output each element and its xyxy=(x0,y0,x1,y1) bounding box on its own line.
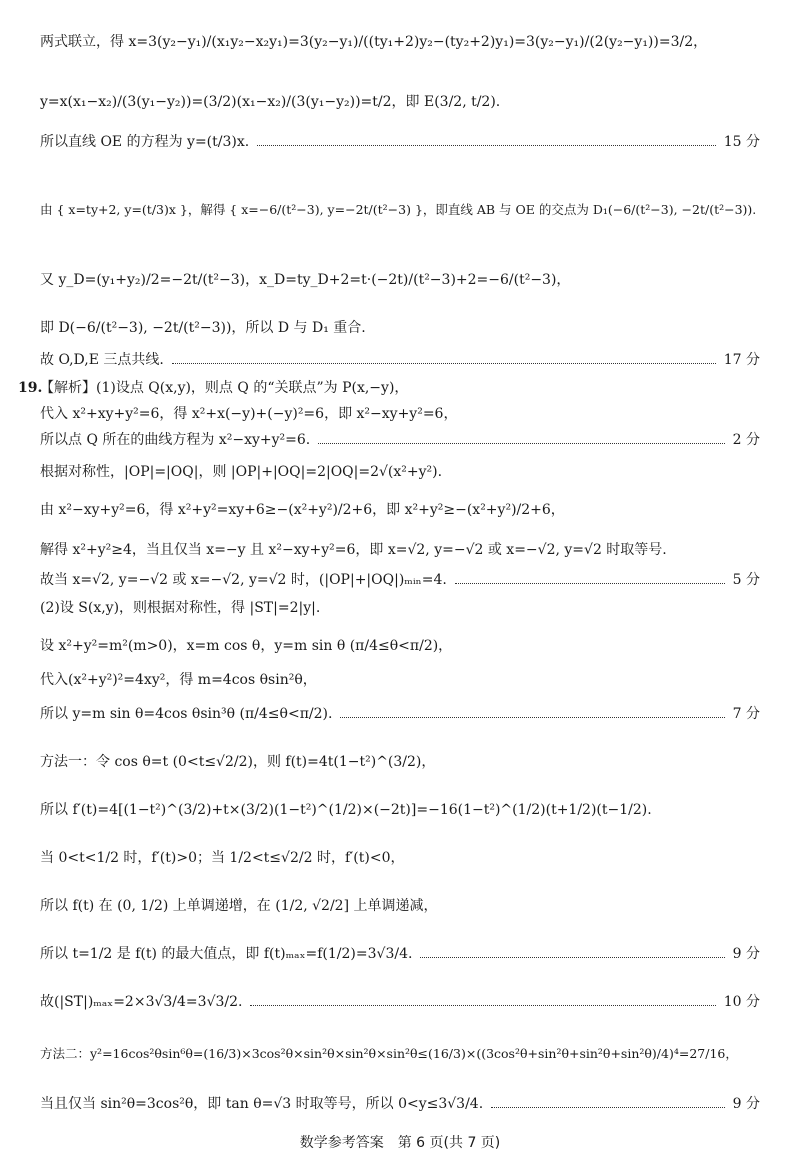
leader-dots xyxy=(250,1005,715,1006)
line-7 xyxy=(40,350,760,370)
line-text: 方法一：令 cos θ=t (0<t≤√2/2)，则 f(t)=4t(1−t²)^(3/2)， xyxy=(40,754,436,770)
line-3 xyxy=(40,132,760,152)
line-text: y=x(x₁−x₂)/(3(y₁−y₂))=(3/2)(x₁−x₂)/(3(y₁−y₂))=t/2，即 E(3/2, t/2). xyxy=(40,94,501,110)
leader-dots xyxy=(257,145,716,146)
line-15 xyxy=(40,598,760,618)
line-text: 故(|ST|)ₘₐₓ=2×3√3/4=3√3/2. xyxy=(40,994,243,1010)
points: 2 分 xyxy=(732,432,760,448)
line-21 xyxy=(40,848,760,868)
line-text: 方法二：y²=16cos²θsin⁶θ=(16/3)×3cos²θ×sin²θ×sin²θ×sin²θ≤(16/3)×((3cos²θ+sin²θ+sin²θ+sin²θ)/4)⁴=27/16， xyxy=(40,1046,738,1061)
points: 5 分 xyxy=(732,572,760,588)
line-text: 当且仅当 sin²θ=3cos²θ，即 tan θ=√3 时取等号，所以 0<y≤3√3/4. xyxy=(40,1096,484,1112)
line-text: 【解析】(1)设点 Q(x,y)，则点 Q 的“关联点”为 P(x,−y)， xyxy=(40,380,409,396)
points: 10 分 xyxy=(723,994,760,1010)
leader-dots xyxy=(455,583,725,584)
points: 7 分 xyxy=(732,706,760,722)
line-1 xyxy=(40,32,760,52)
leader-dots xyxy=(491,1107,724,1108)
line-text: 根据对称性，|OP|=|OQ|，则 |OP|+|OQ|=2|OQ|=2√(x²+y²). xyxy=(40,464,443,480)
line-6 xyxy=(40,318,760,338)
line-text: 两式联立，得 x=3(y₂−y₁)/(x₁y₂−x₂y₁)=3(y₂−y₁)/((ty₁+2)y₂−(ty₂+2)y₁)=3(y₂−y₁)/(2(y₂−y₁))=3/2， xyxy=(40,34,708,50)
line-text: 当 0<t<1/2 时，f′(t)>0；当 1/2<t≤√2/2 时，f′(t)<0， xyxy=(40,850,405,866)
line-text: 故 O,D,E 三点共线. xyxy=(40,352,164,368)
line-10 xyxy=(40,430,760,450)
line-16 xyxy=(40,636,760,656)
line-20 xyxy=(40,800,760,820)
line-4 xyxy=(40,200,760,220)
line-22 xyxy=(40,896,760,916)
line-9 xyxy=(40,404,760,424)
leader-dots xyxy=(172,363,716,364)
line-text: 由 { x=ty+2, y=(t/3)x }，解得 { x=−6/(t²−3), y=−2t/(t²−3) }，即直线 AB 与 OE 的交点为 D₁(−6/(t²−3), −2t/(t²−3)). xyxy=(40,202,757,217)
line-text: 所以直线 OE 的方程为 y=(t/3)x. xyxy=(40,134,250,150)
leader-dots xyxy=(340,717,724,718)
line-19 xyxy=(40,752,760,772)
line-text: 所以点 Q 所在的曲线方程为 x²−xy+y²=6. xyxy=(40,432,311,448)
question-number: 19. xyxy=(18,380,43,396)
points: 15 分 xyxy=(723,134,760,150)
points: 9 分 xyxy=(732,1096,760,1112)
line-17 xyxy=(40,670,760,690)
line-14 xyxy=(40,570,760,590)
line-text: 又 y_D=(y₁+y₂)/2=−2t/(t²−3)，x_D=ty_D+2=t·(−2t)/(t²−3)+2=−6/(t²−3)， xyxy=(40,272,571,288)
line-12 xyxy=(40,500,760,520)
page-footer: 数学参考答案 第 6 页(共 7 页) xyxy=(299,1135,501,1151)
line-text: 所以 f(t) 在 (0, 1/2) 上单调递增，在 (1/2, √2/2] 上单调递减， xyxy=(40,898,438,914)
line-text: (2)设 S(x,y)，则根据对称性，得 |ST|=2|y|. xyxy=(40,600,321,616)
line-text: 由 x²−xy+y²=6，得 x²+y²=xy+6≥−(x²+y²)/2+6，即 x²+y²≥−(x²+y²)/2+6， xyxy=(40,502,565,518)
line-text: 代入(x²+y²)²=4xy²，得 m=4cos θsin²θ， xyxy=(40,672,317,688)
line-text: 解得 x²+y²≥4，当且仅当 x=−y 且 x²−xy+y²=6，即 x=√2, y=−√2 或 x=−√2, y=√2 时取等号. xyxy=(40,542,667,558)
line-13 xyxy=(40,540,760,560)
line-text: 代入 x²+xy+y²=6，得 x²+x(−y)+(−y)²=6，即 x²−xy+y²=6， xyxy=(40,406,458,422)
line-5 xyxy=(40,270,760,290)
line-11 xyxy=(40,462,760,482)
line-text: 故当 x=√2, y=−√2 或 x=−√2, y=√2 时，(|OP|+|OQ|)ₘᵢₙ=4. xyxy=(40,572,447,588)
line-18 xyxy=(40,704,760,724)
line-2 xyxy=(40,92,760,112)
line-23 xyxy=(40,944,760,964)
line-25 xyxy=(40,1044,760,1064)
leader-dots xyxy=(318,443,724,444)
line-text: 设 x²+y²=m²(m>0)，x=m cos θ，y=m sin θ (π/4≤θ<π/2)， xyxy=(40,638,453,654)
line-text: 所以 t=1/2 是 f(t) 的最大值点，即 f(t)ₘₐₓ=f(1/2)=3√3/4. xyxy=(40,946,413,962)
line-26 xyxy=(40,1094,760,1114)
line-text: 所以 y=m sin θ=4cos θsin³θ (π/4≤θ<π/2). xyxy=(40,706,333,722)
points: 17 分 xyxy=(723,352,760,368)
line-8 xyxy=(40,378,760,398)
line-text: 即 D(−6/(t²−3), −2t/(t²−3))，所以 D 与 D₁ 重合. xyxy=(40,320,366,336)
points: 9 分 xyxy=(732,946,760,962)
leader-dots xyxy=(420,957,724,958)
line-24 xyxy=(40,992,760,1012)
line-text: 所以 f′(t)=4[(1−t²)^(3/2)+t×(3/2)(1−t²)^(1/2)×(−2t)]=−16(1−t²)^(1/2)(t+1/2)(t−1/2). xyxy=(40,802,652,818)
